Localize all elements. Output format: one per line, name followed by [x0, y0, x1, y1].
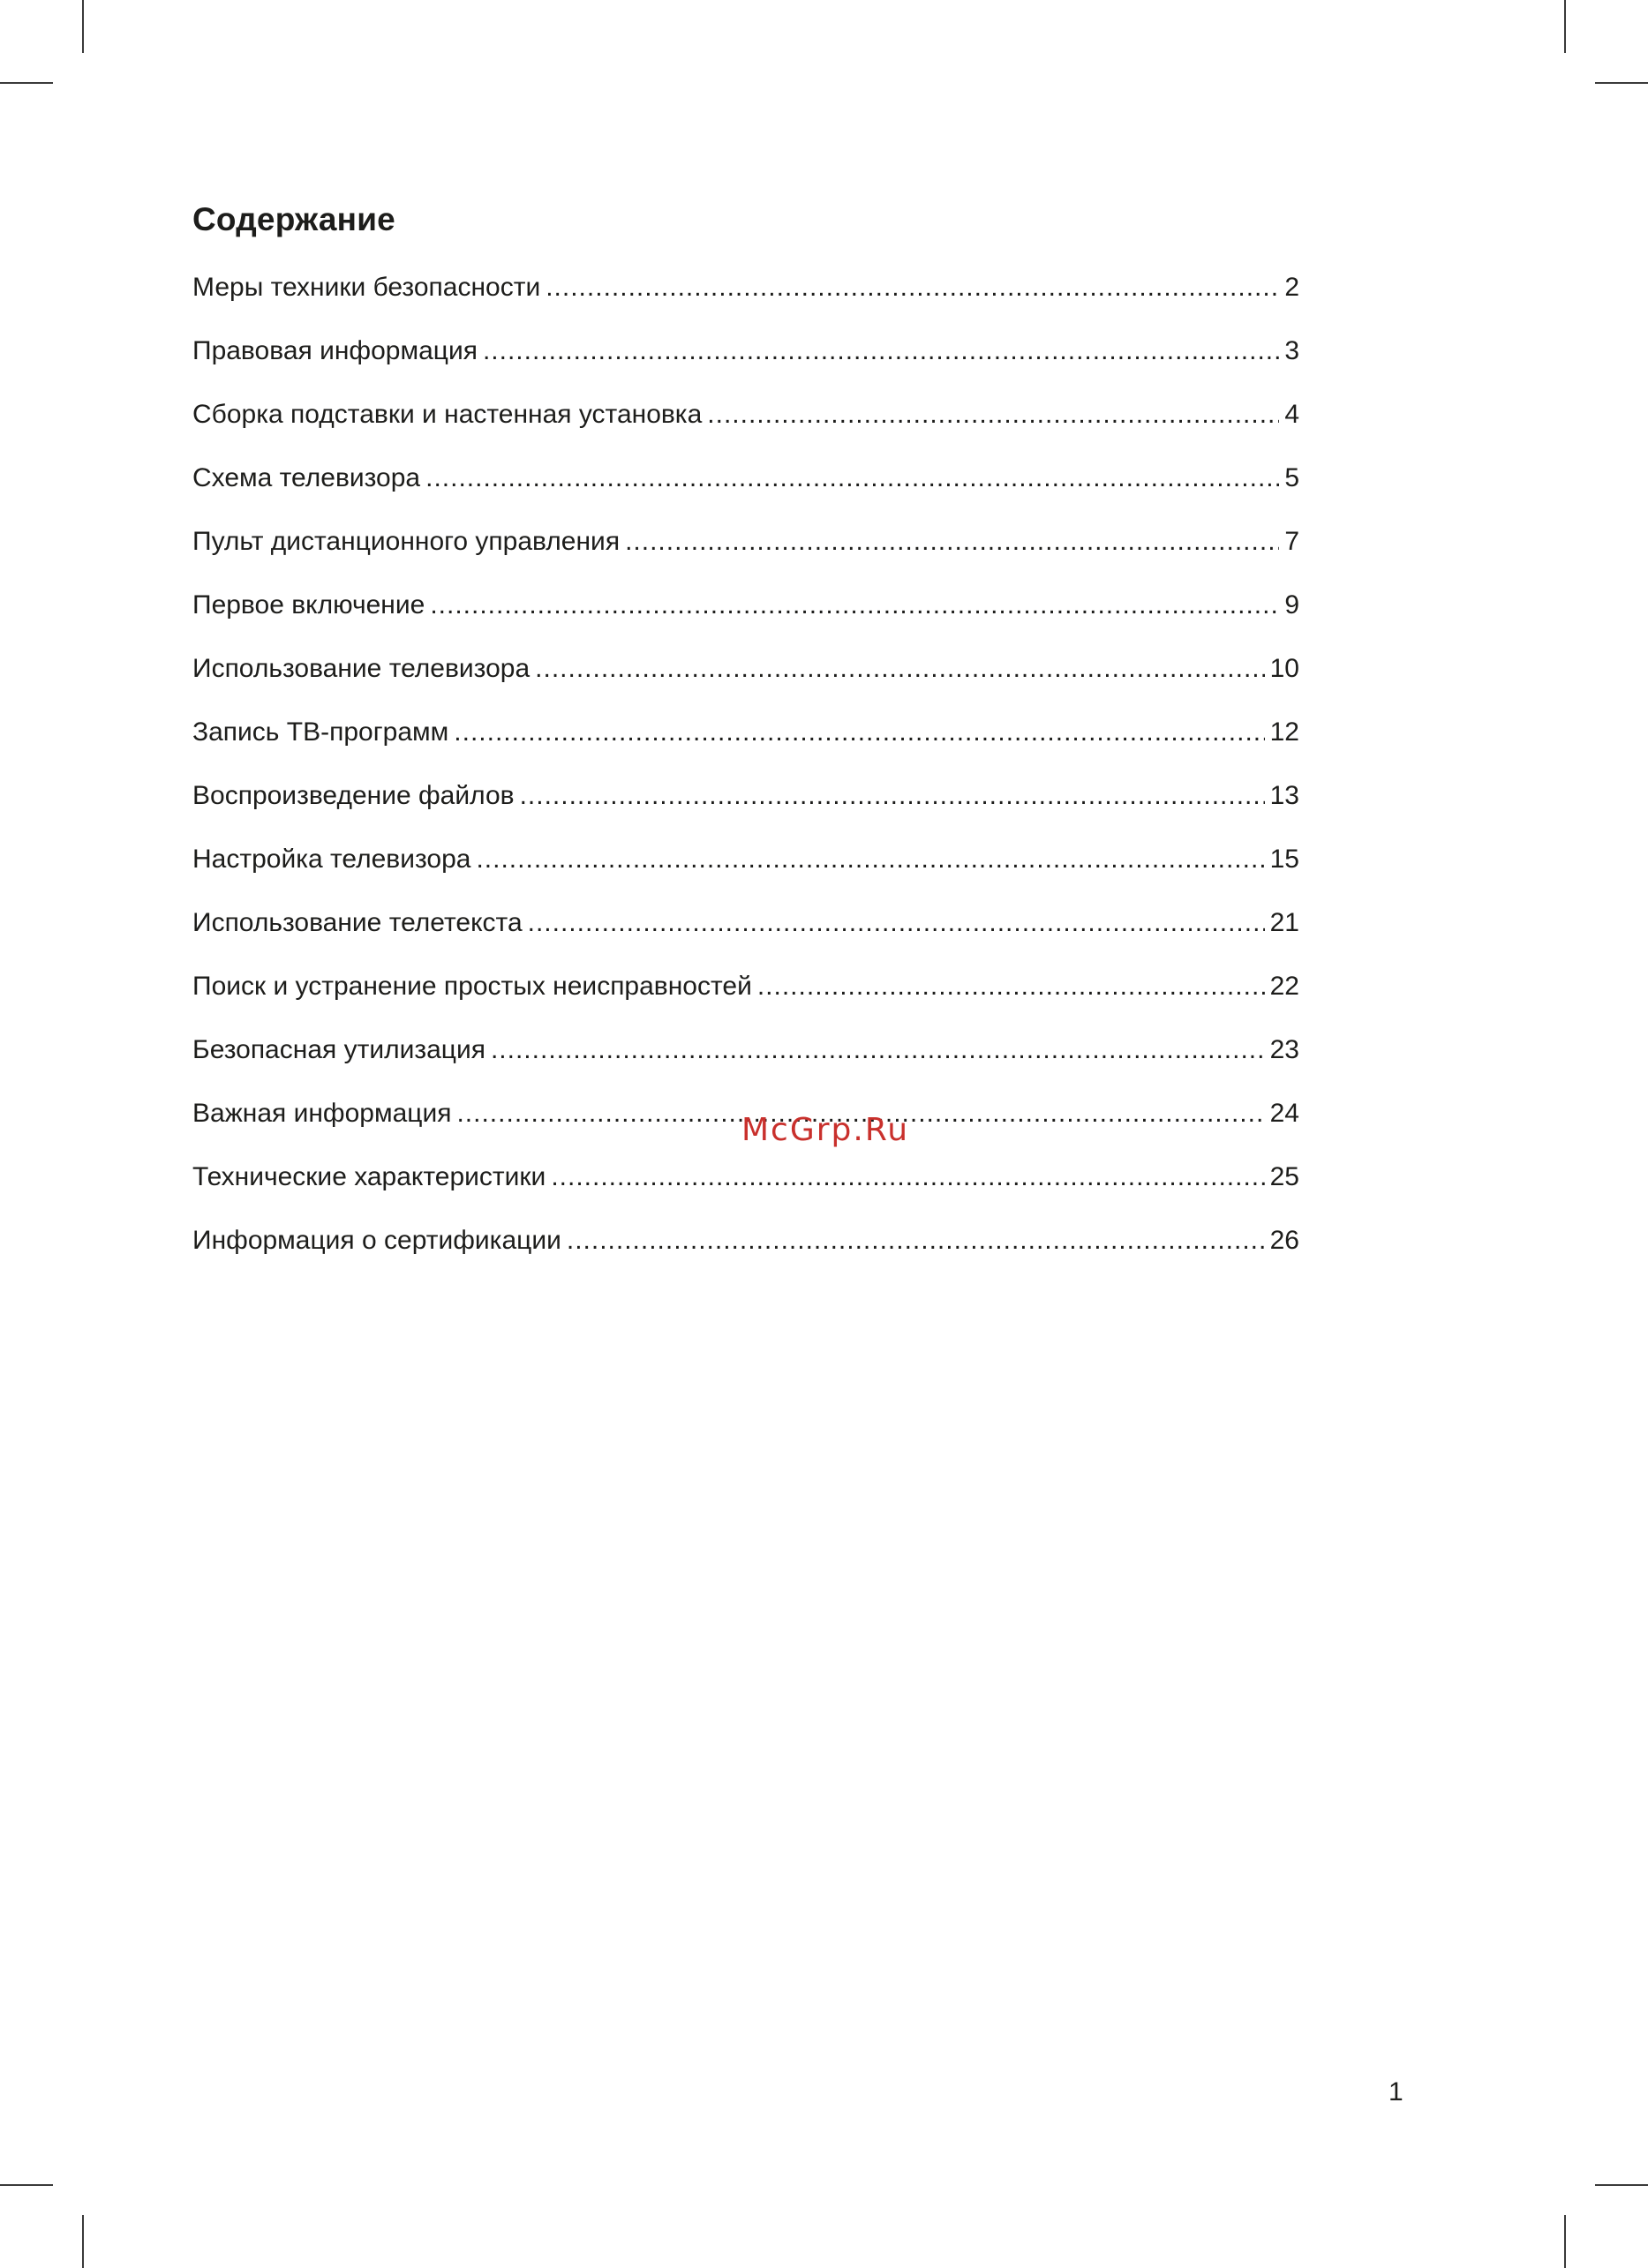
toc-dot-leader — [707, 392, 1279, 438]
toc-entry-page: 23 — [1269, 1035, 1299, 1064]
toc-entry-label: Сборка подставки и настенная установка — [192, 400, 703, 429]
toc-entry[interactable] — [192, 455, 1299, 519]
toc-dot-leader — [425, 455, 1279, 501]
toc-entry[interactable] — [192, 582, 1299, 646]
toc-dot-leader — [491, 1027, 1265, 1073]
toc-entry-label: Правовая информация — [192, 336, 478, 365]
toc-entry-page: 24 — [1269, 1099, 1299, 1128]
toc-entry-page: 13 — [1269, 781, 1299, 810]
toc-entry-page: 5 — [1284, 463, 1299, 492]
toc-dot-leader — [430, 582, 1279, 628]
toc-entry-label: Запись ТВ-программ — [192, 717, 449, 747]
toc-dot-leader — [528, 900, 1265, 946]
toc-entry[interactable] — [192, 1027, 1299, 1091]
toc-entry-label: Воспроизведение файлов — [192, 781, 515, 810]
toc-entry-label: Безопасная утилизация — [192, 1035, 485, 1064]
toc-entry[interactable] — [192, 646, 1299, 710]
crop-mark-top-right-horizontal — [1595, 82, 1648, 84]
toc-dot-leader — [757, 964, 1265, 1010]
toc-entry-page: 15 — [1269, 845, 1299, 874]
toc-entry-label: Информация о сертификации — [192, 1226, 561, 1255]
toc-dot-leader — [535, 646, 1264, 692]
toc-dot-leader — [483, 328, 1279, 374]
toc-entry[interactable] — [192, 265, 1299, 328]
watermark: McGrp.Ru — [741, 1112, 910, 1148]
crop-mark-top-left-horizontal — [0, 82, 53, 84]
toc-dot-leader — [551, 1154, 1264, 1200]
toc-entry-page: 7 — [1284, 527, 1299, 556]
toc-entry-page: 4 — [1284, 400, 1299, 429]
crop-mark-top-left-vertical — [82, 0, 84, 53]
page-title: Содержание — [192, 201, 395, 237]
toc-entry-page: 26 — [1269, 1226, 1299, 1255]
toc-entry[interactable] — [192, 519, 1299, 582]
toc-dot-leader — [567, 1218, 1265, 1264]
crop-mark-bottom-left-horizontal — [0, 2184, 53, 2186]
toc-entry-page: 21 — [1269, 908, 1299, 937]
toc-entry[interactable] — [192, 1154, 1299, 1218]
toc-entry-label: Настройка телевизора — [192, 845, 471, 874]
toc-entry[interactable] — [192, 773, 1299, 837]
toc-entry[interactable] — [192, 710, 1299, 773]
crop-mark-bottom-right-vertical — [1564, 2215, 1566, 2268]
toc-entry-label: Важная информация — [192, 1099, 452, 1128]
toc-dot-leader — [476, 837, 1264, 882]
toc-entry-page: 10 — [1269, 654, 1299, 683]
toc-entry-label: Использование телевизора — [192, 654, 531, 683]
crop-mark-bottom-left-vertical — [82, 2215, 84, 2268]
toc-entry[interactable] — [192, 837, 1299, 900]
crop-mark-bottom-right-horizontal — [1595, 2184, 1648, 2186]
toc-entry-page: 22 — [1269, 972, 1299, 1001]
toc-entry-label: Первое включение — [192, 590, 425, 620]
toc-entry[interactable] — [192, 1218, 1299, 1281]
toc-entry-label: Меры техники безопасности — [192, 273, 541, 302]
toc-entry[interactable] — [192, 964, 1299, 1027]
toc-dot-leader — [546, 265, 1279, 311]
toc-dot-leader — [520, 773, 1265, 819]
toc-entry-page: 2 — [1284, 273, 1299, 302]
toc-entry-page: 9 — [1284, 590, 1299, 620]
crop-mark-top-right-vertical — [1564, 0, 1566, 53]
toc-entry-label: Пульт дистанционного управления — [192, 527, 621, 556]
toc-entry-label: Поиск и устранение простых неисправностей — [192, 972, 752, 1001]
toc-entry-page: 25 — [1269, 1162, 1299, 1191]
toc-dot-leader — [454, 710, 1264, 755]
toc-entry[interactable] — [192, 392, 1299, 455]
toc-entry-label: Технические характеристики — [192, 1162, 546, 1191]
toc-entry-label: Использование телетекста — [192, 908, 523, 937]
page-number: 1 — [1388, 2077, 1403, 2107]
toc-entry[interactable] — [192, 900, 1299, 964]
toc-entry-page: 3 — [1284, 336, 1299, 365]
toc-entry[interactable] — [192, 328, 1299, 392]
toc-entry-label: Схема телевизора — [192, 463, 421, 492]
toc-dot-leader — [625, 519, 1279, 565]
toc-entry-page: 12 — [1269, 717, 1299, 747]
